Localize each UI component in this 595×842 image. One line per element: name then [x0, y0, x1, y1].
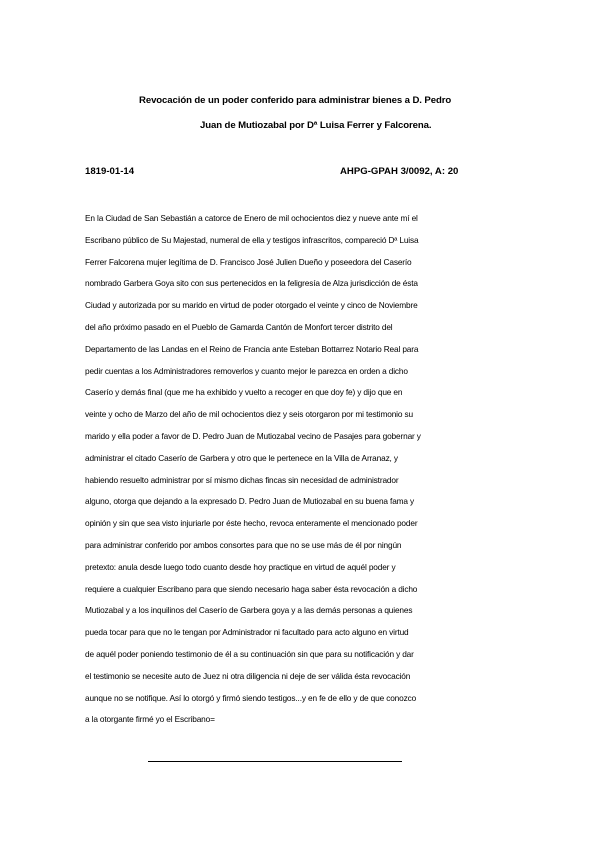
body-line: Escribano público de Su Majestad, numeral de ella y testigos infrascritos, compareció Dª Luisa — [85, 234, 419, 245]
body-line: Mutiozabal y a los inquilinos del Caserío de Garbera goya y a las demás personas a quienes — [85, 605, 413, 616]
body-line: pueda tocar para que no le tengan por Administrador ni facultado para acto alguno en virtud — [85, 627, 409, 638]
body-line: pretexto: anula desde luego todo cuanto desde hoy practique en virtud de aquél poder y — [85, 561, 396, 572]
body-line: habiendo resuelto administrar por sí mismo dichas fincas sin necesidad de administrador — [85, 474, 399, 485]
body-line: nombrado Garbera Goya sito con sus pertenecidos en la feligresía de Alza jurisdicción de ésta — [85, 278, 418, 289]
body-line: de aquél poder poniendo testimonio de él a su continuación sin que para su notificación y dar — [85, 648, 414, 659]
body-line: alguno, otorga que dejando a la expresado D. Pedro Juan de Mutiozabal en su buena fama y — [85, 496, 415, 507]
body-line: Ciudad y autorizada por su marido en virtud de poder otorgado el veinte y cinco de Noviembre — [85, 300, 418, 311]
body-line: opinión y sin que sea visto injuriarle por éste hecho, revoca enteramente el mencionado poder — [85, 518, 418, 529]
body-line: veinte y ocho de Marzo del año de mil ochocientos diez y seis otorgaron por mi testimonio su — [85, 409, 413, 420]
body-line: el testimonio se necesite auto de Juez ni otra diligencia ni deje de ser válida ésta revocación — [85, 670, 411, 681]
document-date: 1819-01-14 — [85, 166, 135, 177]
body-line: para administrar conferido por ambos consortes para que no se use más de él por ningún — [85, 539, 402, 550]
body-line: En la Ciudad de San Sebastián a catorce de Enero de mil ochocientos diez y nueve ante mí el — [85, 213, 418, 223]
signature-rule — [148, 761, 402, 762]
body-line: pedir cuentas a los Administradores removerlos y cuanto mejor le parezca en orden a dicho — [85, 365, 408, 376]
body-line: Caserío y demás final (que me ha exhibido y vuelto a recoger en que doy fe) y dijo que en — [85, 387, 403, 398]
document-title-line-1: Revocación de un poder conferido para administrar bienes a D. Pedro — [139, 95, 452, 106]
body-line: del año próximo pasado en el Pueblo de Gamarda Cantón de Monfort tercer distrito del — [85, 321, 393, 332]
body-line: Departamento de las Landas en el Reino de Francia ante Esteban Bottarrez Notario Real para — [85, 343, 419, 354]
body-line: a la otorgante firmé yo el Escribano= — [85, 714, 215, 725]
body-line: Ferrer Falcorena mujer legítima de D. Francisco José Julien Dueño y poseedora del Caserío — [85, 256, 412, 267]
body-line: aunque no se notifique. Así lo otorgó y firmó siendo testigos...y en fe de ello y de que conozco — [85, 692, 417, 703]
document-body — [85, 211, 515, 734]
body-line: administrar el citado Caserío de Garbera y otro que le pertenece en la Villa de Arranaz, y — [85, 452, 398, 463]
body-line: marido y ella poder a favor de D. Pedro Juan de Mutiozabal vecino de Pasajes para gobernar y — [85, 430, 421, 441]
archive-reference: AHPG-GPAH 3/0092, A: 20 — [340, 166, 459, 177]
body-line: requiere a cualquier Escribano para que siendo necesario haga saber ésta revocación a dicho — [85, 583, 418, 594]
document-title-line-2: Juan de Mutiozabal por Dª Luisa Ferrer y Falcorena. — [200, 120, 432, 131]
